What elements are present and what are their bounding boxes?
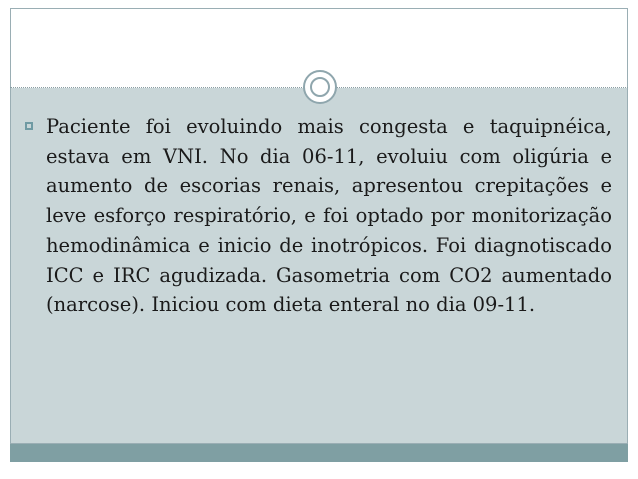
ring-ornament-icon bbox=[303, 70, 337, 104]
bullet-list bbox=[22, 112, 612, 320]
footer-bar bbox=[10, 444, 628, 462]
square-bullet-icon bbox=[24, 121, 34, 131]
inner-ring bbox=[310, 77, 330, 97]
bullet-item bbox=[22, 112, 612, 320]
bullet-text: Paciente foi evoluindo mais congesta e taquipnéica, estava em VNI. No dia 06-11, evoluiu com oligúria e aumento de escorias renais, apresentou crepitações e leve esforço respiratório, e foi optado por monitorização hemodinâmica e inicio de inotrópicos. Foi diagnotiscado ICC e IRC agudizada. Gasometria com CO2 aumentado (narcose). Iniciou com dieta enteral no dia 09-11. bbox=[46, 115, 612, 317]
